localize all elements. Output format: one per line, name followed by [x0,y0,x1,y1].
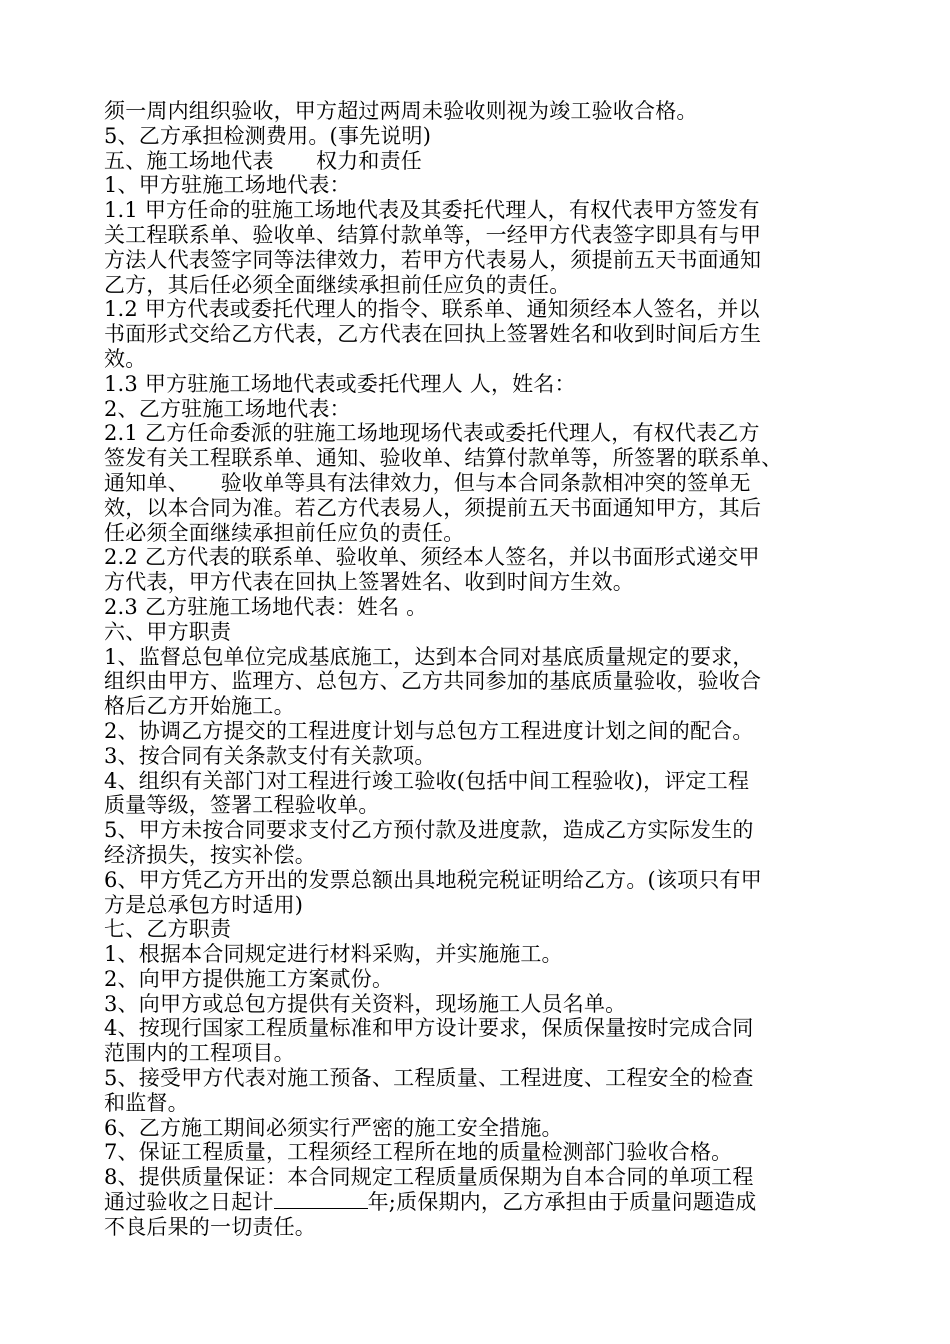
text-line: 方是总承包方时适用) [104,892,304,917]
text-line: 任必须全面继续承担前任应负的责任。 [104,520,465,545]
text-line: 2、向甲方提供施工方案贰份。 [104,966,394,991]
text-line: 1、甲方驻施工场地代表： [104,173,351,198]
text-line: 书面形式交给乙方代表，乙方代表在回执上签署姓名和收到时间后方生 [104,322,762,347]
text-line: 8、提供质量保证：本合同规定工程质量质保期为自本合同的单项工程 [104,1165,754,1190]
document-page [104,99,864,1240]
text-line: 方法人代表签字同等法律效力，若甲方代表易人，须提前五天书面通知 [104,247,762,272]
text-line: 4、按现行国家工程质量标准和甲方设计要求，保质保量按时完成合同 [104,1016,754,1041]
text-line: 1.1 甲方任命的驻施工场地代表及其委托代理人，有权代表甲方签发有 [104,198,760,223]
text-line-with-blank [104,1190,864,1215]
text-line: 效。 [104,346,147,371]
text-line: 1.3 甲方驻施工场地代表或委托代理人 人，姓名： [104,371,576,396]
text-line: 6、乙方施工期间必须实行严密的施工安全措施。 [104,1115,563,1140]
text-line: 乙方，其后任必须全面继续承担前任应负的责任。 [104,272,571,297]
text-line: 1、监督总包单位完成基底施工，达到本合同对基底质量规定的要求， [104,644,754,669]
text-line: 3、向甲方或总包方提供有关资料，现场施工人员名单。 [104,991,627,1016]
text-line: 经济损失，按实补偿。 [104,842,316,867]
text-line: 格后乙方开始施工。 [104,694,295,719]
fill-in-blank[interactable] [274,1190,368,1209]
text-line: 1、根据本合同规定进行材料采购，并实施施工。 [104,942,563,967]
text-line: 4、组织有关部门对工程进行竣工验收(包括中间工程验收)，评定工程 [104,768,750,793]
text-fragment: 年;质保期内，乙方承担由于质量问题造成 [367,1190,757,1215]
section-heading: 六、甲方职责 [104,619,232,644]
text-line: 2.3 乙方驻施工场地代表：姓名 。 [104,594,428,619]
text-line: 签发有关工程联系单、通知、验收单、结算付款单等，所签署的联系单、 [104,446,783,471]
text-line: 不良后果的一切责任。 [104,1214,316,1239]
text-line: 和监督。 [104,1090,189,1115]
text-line: 2.2 乙方代表的联系单、验收单、须经本人签名，并以书面形式递交甲 [104,545,760,570]
text-line: 范围内的工程项目。 [104,1041,295,1066]
text-line: 须一周内组织验收，甲方超过两周未验收则视为竣工验收合格。 [104,99,698,123]
text-line: 2.1 乙方任命委派的驻施工场地现场代表或委托代理人，有权代表乙方 [104,421,760,446]
text-line: 通知单、 验收单等具有法律效力，但与本合同条款相冲突的签单无 [104,470,751,495]
text-line: 5、甲方未按合同要求支付乙方预付款及进度款，造成乙方实际发生的 [104,818,754,843]
section-heading: 七、乙方职责 [104,917,232,942]
section-heading: 五、施工场地代表 权力和责任 [104,148,422,173]
text-line: 6、甲方凭乙方开出的发票总额出具地税完税证明给乙方。(该项只有甲 [104,867,762,892]
text-line: 方代表，甲方代表在回执上签署姓名、收到时间方生效。 [104,570,634,595]
text-line: 关工程联系单、验收单、结算付款单等，一经甲方代表签字即具有与甲 [104,222,762,247]
text-fragment: 通过验收之日起计 [104,1190,274,1215]
text-line: 3、按合同有关条款支付有关款项。 [104,743,436,768]
text-line: 质量等级，签署工程验收单。 [104,793,380,818]
text-line: 2、乙方驻施工场地代表： [104,396,351,421]
text-line: 组织由甲方、监理方、总包方、乙方共同参加的基底质量验收，验收合 [104,669,762,694]
text-line: 2、协调乙方提交的工程进度计划与总包方工程进度计划之间的配合。 [104,718,754,743]
text-line: 效，以本合同为准。若乙方代表易人，须提前五天书面通知甲方，其后 [104,495,762,520]
text-line: 7、保证工程质量，工程须经工程所在地的质量检测部门验收合格。 [104,1140,733,1165]
text-line: 5、乙方承担检测费用。(事先说明) [104,123,432,148]
text-line: 1.2 甲方代表或委托代理人的指令、联系单、通知须经本人签名，并以 [104,297,760,322]
text-line: 5、接受甲方代表对施工预备、工程质量、工程进度、工程安全的检查 [104,1066,754,1091]
